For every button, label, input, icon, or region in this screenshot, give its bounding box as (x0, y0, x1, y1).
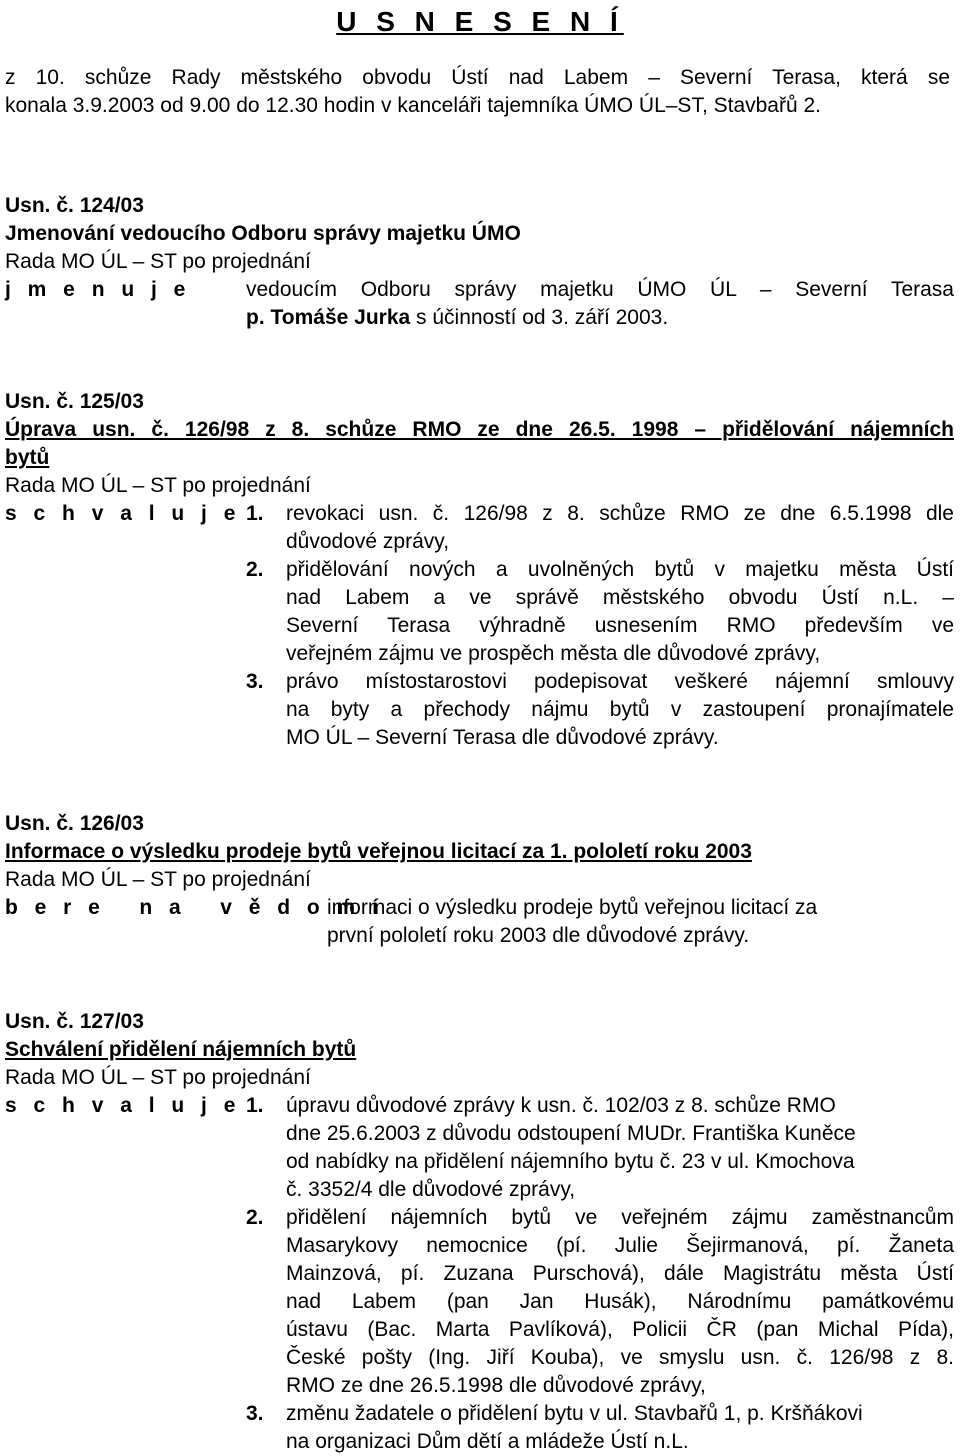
item-line: MO ÚL – Severní Terasa dle důvodové zprávy. (286, 726, 719, 749)
resolution-heading-line-2: bytů (5, 446, 50, 469)
resolution-verb: b e r e n a v ě d o m í (5, 896, 384, 919)
item-line: ústavu (Bac. Marta Pavlíková), Policii ČR (pan Michal Pída), (286, 1318, 954, 1341)
item-number: 2. (246, 1206, 264, 1229)
item-line: nad Labem a ve správě městského obvodu Ústí n.L. – (286, 586, 954, 609)
resolution-verb: j m e n u j e (5, 278, 191, 301)
item-number: 1. (246, 502, 264, 525)
resolution-number: Usn. č. 124/03 (5, 194, 144, 217)
item-line: Severní Terasa výhradně usnesením RMO především ve (286, 614, 954, 637)
item-line: Masarykovy nemocnice (pí. Julie Šejirmanová, pí. Žaneta (286, 1234, 954, 1257)
intro-paragraph (5, 64, 950, 120)
council-line: Rada MO ÚL – ST po projednání (5, 1066, 311, 1089)
person-name: p. Tomáše Jurka (246, 306, 411, 329)
resolution-heading: Informace o výsledku prodeje bytů veřejnou licitací za 1. pololetí roku 2003 (5, 840, 752, 863)
resolution-verb: s c h v a l u j e (5, 502, 241, 525)
item-line: revokaci usn. č. 126/98 z 8. schůze RMO ze dne 6.5.1998 dle (286, 502, 954, 525)
council-line: Rada MO ÚL – ST po projednání (5, 868, 311, 891)
resolution-heading-line-1: Úprava usn. č. 126/98 z 8. schůze RMO ze dne 26.5. 1998 – přidělování nájemních (5, 418, 954, 441)
item-line: přidělení nájemních bytů ve veřejném zájmu zaměstnancům (286, 1206, 954, 1229)
resolution-verb: s c h v a l u j e (5, 1094, 241, 1117)
resolution-127 (5, 1008, 955, 1456)
resolution-text-line (246, 304, 668, 332)
intro-line-1: z 10. schůze Rady městského obvodu Ústí nad Labem – Severní Terasa, která se (5, 66, 950, 89)
document-title: U S N E S E N Í (336, 6, 624, 37)
item-number: 3. (246, 670, 264, 693)
item-line: České pošty (Ing. Jiří Kouba), ve smyslu usn. č. 126/98 z 8. (286, 1346, 954, 1369)
resolution-124 (5, 192, 955, 332)
item-line: nad Labem (pan Jan Husák), Národnímu památkovému (286, 1290, 954, 1313)
resolution-126 (5, 810, 955, 950)
item-line: veřejném zájmu ve prospěch města dle důvodové zprávy, (286, 642, 821, 665)
item-number: 3. (246, 1402, 264, 1425)
resolution-125 (5, 388, 955, 752)
item-line: RMO ze dne 26.5.1998 dle důvodové zprávy, (286, 1374, 706, 1397)
intro-line-2: konala 3.9.2003 od 9.00 do 12.30 hodin v kanceláři tajemníka ÚMO ÚL–ST, Stavbařů 2. (5, 94, 822, 117)
item-line: úpravu důvodové zprávy k usn. č. 102/03 z 8. schůze RMO (286, 1094, 836, 1117)
resolution-heading: Jmenování vedoucího Odboru správy majetku ÚMO (5, 222, 521, 245)
item-line: na organizaci Dům dětí a mládeže Ústí n.L. (286, 1430, 689, 1453)
resolution-number: Usn. č. 126/03 (5, 812, 144, 835)
resolution-text-line: informaci o výsledku prodeje bytů veřejnou licitací za (327, 896, 818, 919)
item-line: dne 25.6.2003 z důvodu odstoupení MUDr. Františka Kuněce (286, 1122, 856, 1145)
item-line: na byty a přechody nájmu bytů v zastoupení pronajímatele (286, 698, 954, 721)
item-line: od nabídky na přidělení nájemního bytu č. 23 v ul. Kmochova (286, 1150, 855, 1173)
item-line: č. 3352/4 dle důvodové zprávy, (286, 1178, 576, 1201)
resolution-number: Usn. č. 127/03 (5, 1010, 144, 1033)
item-line: právo místostarostovi podepisovat veškeré nájemní smlouvy (286, 670, 954, 693)
council-line: Rada MO ÚL – ST po projednání (5, 250, 311, 273)
item-line: důvodové zprávy, (286, 530, 450, 553)
resolution-number: Usn. č. 125/03 (5, 390, 144, 413)
item-line: přidělování nových a uvolněných bytů v majetku města Ústí (286, 558, 954, 581)
resolution-text-rest: s účinností od 3. září 2003. (410, 306, 669, 329)
resolution-text-line: vedoucím Odboru správy majetku ÚMO ÚL – Severní Terasa (246, 278, 954, 301)
item-line: změnu žadatele o přidělení bytu v ul. Stavbařů 1, p. Kršňákovi (286, 1402, 863, 1425)
item-number: 1. (246, 1094, 264, 1117)
item-line: Mainzová, pí. Zuzana Purschová), dále Magistrátu města Ústí (286, 1262, 954, 1285)
resolution-heading: Schválení přidělení nájemních bytů (5, 1038, 357, 1061)
resolution-text-line: první pololetí roku 2003 dle důvodové zprávy. (327, 924, 750, 947)
item-number: 2. (246, 558, 264, 581)
council-line: Rada MO ÚL – ST po projednání (5, 474, 311, 497)
